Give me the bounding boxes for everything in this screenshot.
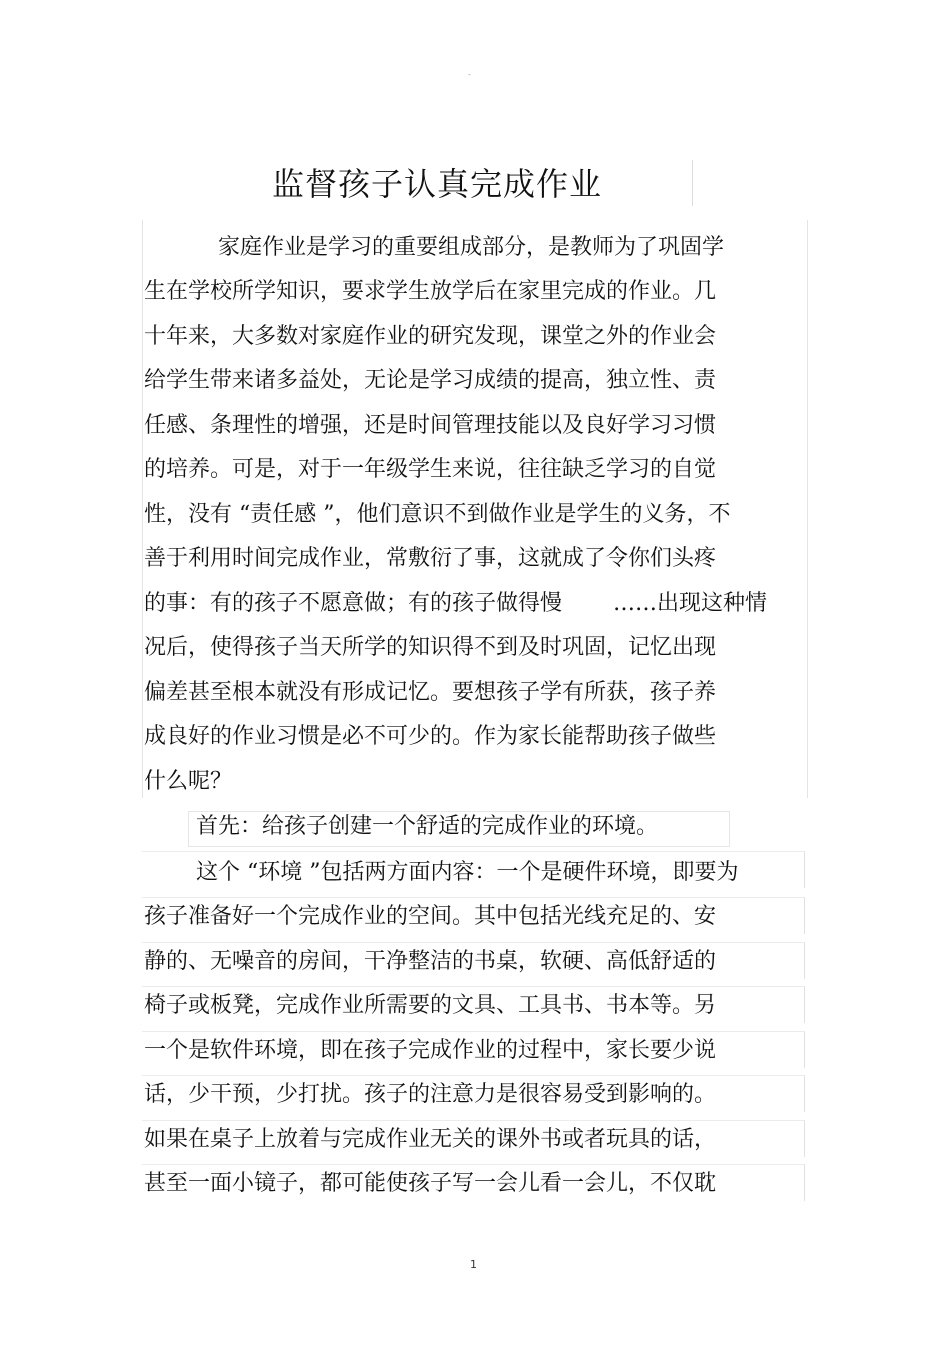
text-line: 什么呢？	[144, 769, 233, 794]
text-line: 话，少干预，少打扰。孩子的注意力是很容易受到影响的。	[144, 1082, 717, 1107]
text-line: 生在学校所学知识，要求学生放学后在家里完成的作业。几	[144, 279, 717, 304]
text-line: 首先：给孩子创建一个舒适的完成作业的环境。	[196, 814, 659, 839]
text-line: 十年来，大多数对家庭作业的研究发现，课堂之外的作业会	[144, 324, 717, 349]
text-line: 任感、条理性的增强，还是时间管理技能以及良好学习习惯	[144, 413, 717, 438]
top-mark: -	[468, 70, 471, 79]
text-line: 孩子准备好一个完成作业的空间。其中包括光线充足的、安	[144, 904, 717, 929]
text-line: 的培养。可是，对于一年级学生来说，往往缺乏学习的自觉	[144, 457, 717, 482]
text-line: 静的、无噪音的房间，干净整洁的书桌，软硬、高低舒适的	[144, 949, 717, 974]
text-line: 偏差甚至根本就没有形成记忆。要想孩子学有所获，孩子养	[144, 680, 717, 705]
text-line: 成良好的作业习惯是必不可少的。作为家长能帮助孩子做些	[144, 724, 717, 749]
text-line: 的事：有的孩子不愿意做；有的孩子做得慢 ……出现这种情	[144, 591, 767, 616]
page-title: 监督孩子认真完成作业	[272, 165, 603, 203]
text-line: 这个 “环境 ”包括两方面内容：一个是硬件环境，即要为	[196, 860, 739, 885]
text-line: 甚至一面小镜子，都可能使孩子写一会儿看一会儿，不仅耽	[144, 1171, 717, 1196]
text-line: 况后，使得孩子当天所学的知识得不到及时巩固，记忆出现	[144, 635, 717, 660]
text-line: 给学生带来诸多益处，无论是学习成绩的提高，独立性、责	[144, 368, 717, 393]
text-line: 性，没有 “责任感 ”，他们意识不到做作业是学生的义务，不	[144, 502, 731, 527]
text-line: 善于利用时间完成作业，常敷衍了事，这就成了令你们头疼	[144, 546, 717, 571]
text-line: 家庭作业是学习的重要组成部分，是教师为了巩固学	[218, 235, 725, 260]
title-divider	[692, 160, 693, 206]
text-line: 如果在桌子上放着与完成作业无关的课外书或者玩具的话，	[144, 1127, 717, 1152]
text-line: 一个是软件环境，即在孩子完成作业的过程中，家长要少说	[144, 1038, 717, 1063]
text-line: 椅子或板凳，完成作业所需要的文具、工具书、书本等。另	[144, 993, 717, 1018]
page-number: 1	[470, 1258, 477, 1271]
